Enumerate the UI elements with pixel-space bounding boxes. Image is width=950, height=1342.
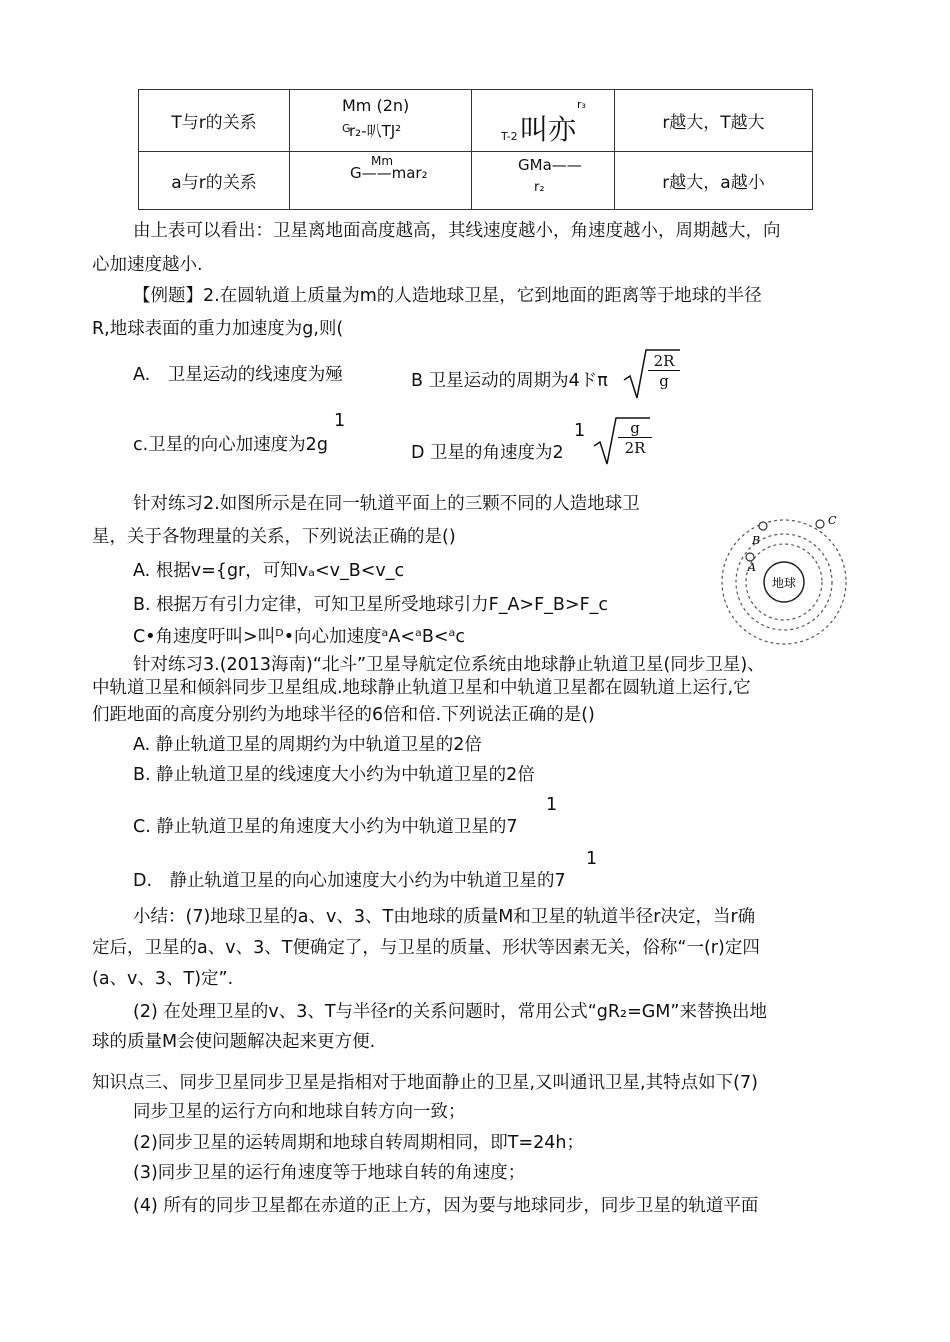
knowledge3-line-5: (4) 所有的同步卫星都在赤道的正上方，因为要与地球同步，同步卫星的轨道平面 xyxy=(133,1196,759,1216)
practice2-line-1: 针对练习2.如图所示是在同一轨道平面上的三颗不同的人造地球卫 xyxy=(133,494,640,514)
label-a: A xyxy=(748,561,756,574)
option-b-fraction xyxy=(648,352,680,391)
row2-formula-bottom: G——mar₂ xyxy=(350,164,428,182)
practice3-option-d-sup: 1 xyxy=(586,849,598,869)
row1-trend-cell xyxy=(615,90,813,152)
knowledge3-line-3: (2)同步卫星的运转周期和地球自转周期相同，即T=24h； xyxy=(133,1133,584,1153)
practice2-option-c: C•角速度吁叫>叫ᴰ•向心加速度ᵃA<ᵃB<ᵃc xyxy=(133,627,465,647)
example2-option-b: B 卫星运动的周期为4ドπ xyxy=(411,371,608,391)
row1-formula-cell xyxy=(290,90,472,152)
row1-result-main: 叫亦 xyxy=(520,113,577,146)
row2-result-cell xyxy=(472,152,615,210)
row2-result-bottom: r₂ xyxy=(534,180,545,195)
row1-formula-top: Mm (2n) xyxy=(342,96,410,115)
satellite-b xyxy=(759,522,767,530)
practice3-option-c: C. 静止轨道卫星的角速度大小约为中轨道卫星的7 xyxy=(133,817,518,837)
option-b-denominator: g xyxy=(648,370,680,391)
knowledge3-line-1: 知识点三、同步卫星同步卫星是指相对于地面静止的卫星,又叫通讯卫星,其特点如下(7) xyxy=(92,1073,758,1093)
conclusion-line-3: (a、v、3、T)定”. xyxy=(92,969,234,989)
knowledge3-line-4: (3)同步卫星的运行角速度等于地球自转的角速度； xyxy=(133,1163,526,1183)
row1-label-cell xyxy=(139,90,290,152)
example2-option-c-sup: 1 xyxy=(334,411,346,431)
row1-formula-g: G xyxy=(342,122,351,135)
option-d-fraction xyxy=(618,419,652,458)
label-c: C xyxy=(828,514,837,527)
row2-label: a与r的关系 xyxy=(171,173,257,193)
practice3-line-3: 们距地面的高度分别约为地球半径的6倍和倍.下列说法正确的是() xyxy=(92,705,595,725)
conclusion-line-2: 定后，卫星的a、v、3、T便确定了，与卫星的质量、形状等因素无关，俗称“一(r)定四 xyxy=(92,938,760,958)
practice2-option-b: B. 根据万有引力定律，可知卫星所受地球引力F_A>F_B>F_c xyxy=(133,595,609,615)
row2-trend: r越大，a越小 xyxy=(662,173,765,193)
orbit-diagram xyxy=(712,508,862,648)
example2-line-1: 【例题】2.在圆轨道上质量为m的人造地球卫星，它到地面的距离等于地球的半径 xyxy=(133,286,762,306)
relation-table xyxy=(138,89,813,210)
practice3-line-2: 中轨道卫星和倾斜同步卫星组成.地球静止轨道卫星和中轨道卫星都在圆轨道上运行,它 xyxy=(92,678,751,698)
conclusion-line-5: 球的质量M会使问题解决起来更方便. xyxy=(92,1032,376,1052)
practice3-option-a: A. 静止轨道卫星的周期约为中轨道卫星的2倍 xyxy=(133,735,482,755)
option-d-denominator: 2R xyxy=(618,437,652,458)
example2-line-2: R,地球表面的重力加速度为g,则( xyxy=(92,319,344,339)
summary-line-2: 心加速度越小. xyxy=(92,255,203,275)
label-b: B xyxy=(752,534,761,547)
satellite-a xyxy=(746,553,754,561)
satellite-c xyxy=(816,520,824,528)
option-d-numerator: g xyxy=(630,419,640,437)
example2-option-d: D 卫星的角速度为2 xyxy=(411,443,564,463)
row2-formula-top: Mm xyxy=(371,154,394,168)
row2-trend-cell xyxy=(615,152,813,210)
practice3-line-1: 针对练习3.(2013海南)“北斗”卫星导航定位系统由地球静止轨道卫星(同步卫星)、 xyxy=(133,655,765,675)
example2-option-d-sup: 1 xyxy=(574,421,586,441)
earth-label: 地球 xyxy=(772,576,797,590)
row2-result-top: GMa—— xyxy=(518,156,582,174)
option-b-numerator: 2R xyxy=(653,352,675,370)
row1-result-sup: r₃ xyxy=(577,98,586,111)
conclusion-line-1: 小结：(7)地球卫星的a、v、3、T由地球的质量M和卫星的轨道半径r决定，当r确 xyxy=(133,907,756,927)
summary-line-1: 由上表可以看出：卫星离地面高度越高，其线速度越小，角速度越小，周期越大，向 xyxy=(133,221,781,241)
row1-result-pre: T-2 xyxy=(501,130,518,143)
row1-result-cell xyxy=(472,90,615,152)
row2-label-cell xyxy=(139,152,290,210)
row1-formula-bottom: r₂-叭TJ² xyxy=(349,122,402,140)
knowledge3-line-2: 同步卫星的运行方向和地球自转方向一致； xyxy=(133,1102,466,1122)
practice2-option-a: A. 根据v={gr，可知vₐ<v_B<v_c xyxy=(133,561,405,581)
conclusion-line-4: (2) 在处理卫星的v、3、T与半径r的关系问题时，常用公式“gR₂=GM”来替换出地 xyxy=(133,1002,767,1022)
practice3-option-b: B. 静止轨道卫星的线速度大小约为中轨道卫星的2倍 xyxy=(133,765,535,785)
example2-option-c: c.卫星的向心加速度为2g xyxy=(133,435,328,455)
practice3-option-c-sup: 1 xyxy=(546,795,558,815)
row2-formula-cell xyxy=(290,152,472,210)
practice3-option-d: D. 静止轨道卫星的向心加速度大小约为中轨道卫星的7 xyxy=(133,871,566,891)
row1-trend: r越大，T越大 xyxy=(662,113,765,133)
example2-option-a: A. 卫星运动的线速度为殛 xyxy=(133,365,343,385)
practice2-line-2: 星，关于各物理量的关系，下列说法正确的是() xyxy=(92,527,456,547)
row1-label: T与r的关系 xyxy=(171,113,257,133)
